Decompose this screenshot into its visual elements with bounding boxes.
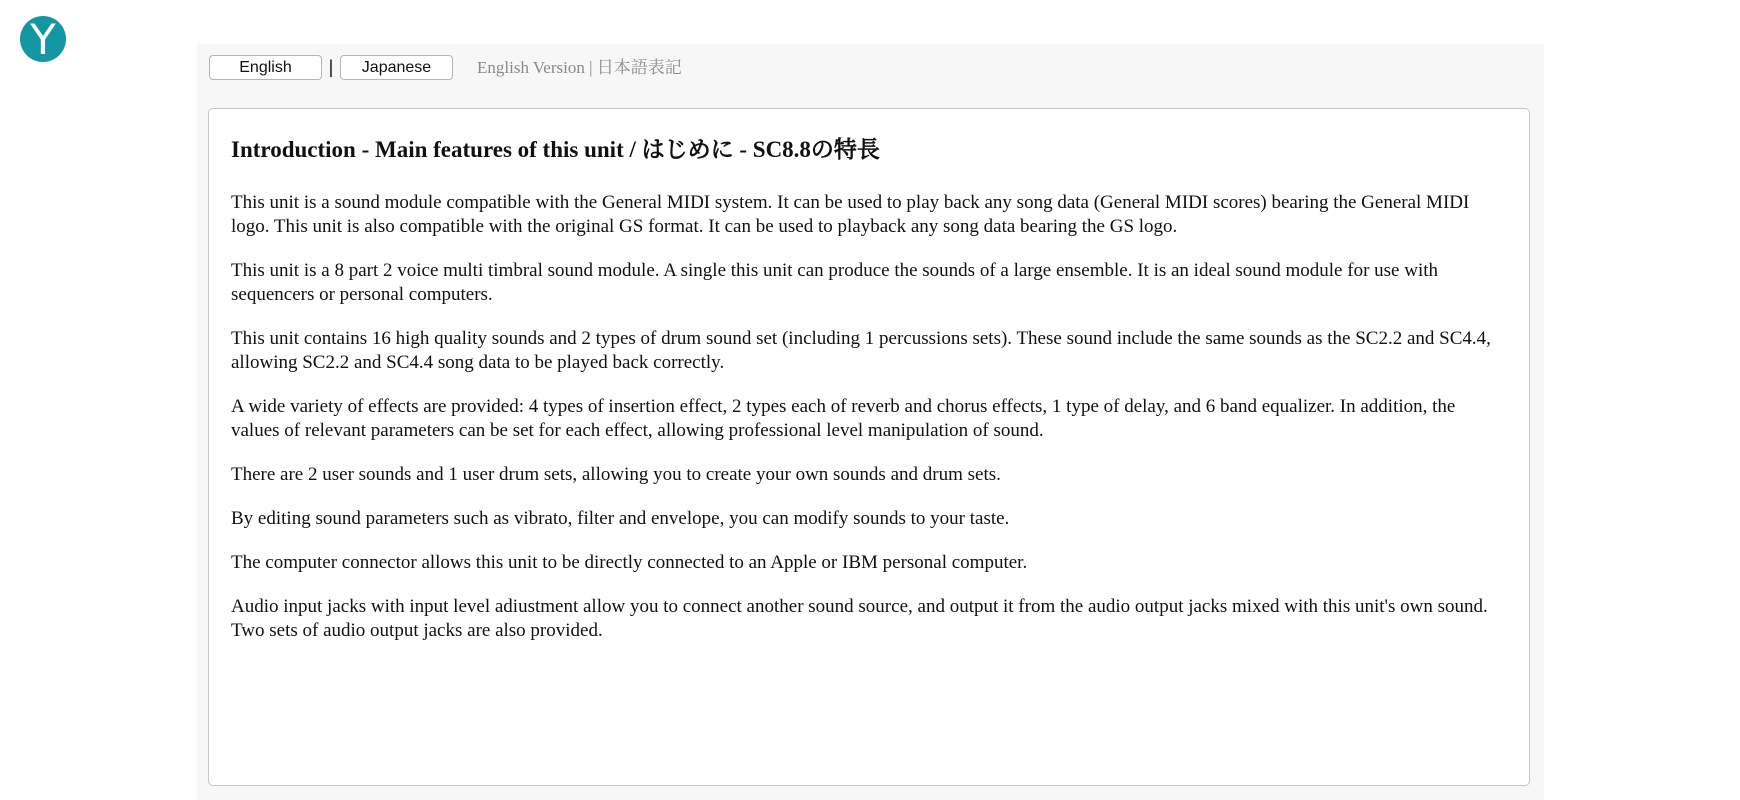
main-panel xyxy=(197,44,1544,800)
article-paragraph: The computer connector allows this unit to be directly connected to an Apple or IBM personal computer. xyxy=(231,552,1028,573)
article-paragraph: This unit is a sound module compatible with the General MIDI system. It can be used to play back any song data (General MIDI scores) bearing the General MIDI logo. This unit is also compatible with the original GS format. It can be used to playback any song data bearing the GS logo. xyxy=(231,192,1470,237)
japanese-button[interactable]: Japanese xyxy=(340,55,453,80)
article-paragraph: There are 2 user sounds and 1 user drum sets, allowing you to create your own sounds and drum sets. xyxy=(231,464,1001,485)
article-paragraph: Audio input jacks with input level adiustment allow you to connect another sound source, and output it from the audio output jacks mixed with this unit's own sound. Two sets of audio output jacks are also provided. xyxy=(231,596,1488,641)
article-paragraph: By editing sound parameters such as vibrato, filter and envelope, you can modify sounds to your taste. xyxy=(231,508,1010,529)
article-paragraph: A wide variety of effects are provided: 4 types of insertion effect, 2 types each of reverb and chorus effects, 1 type of delay, and 6 band equalizer. In addition, the values of relevant parameters can be set for each effect, allowing professional level manipulation of sound. xyxy=(231,396,1456,441)
article-paragraph: This unit contains 16 high quality sounds and 2 types of drum sound set (including 1 percussions sets). These sound include the same sounds as the SC2.2 and SC4.4, allowing SC2.2 and SC4.4 song data to be played back correctly. xyxy=(231,328,1491,373)
site-logo-icon[interactable]: Y xyxy=(20,16,66,62)
article-paragraph: This unit is a 8 part 2 voice multi timbral sound module. A single this unit can produce the sounds of a large ensemble. It is an ideal sound module for use with sequencers or personal computers. xyxy=(231,260,1439,305)
version-label: English Version | 日本語表記 xyxy=(477,58,682,77)
article-title: Introduction - Main features of this unit / はじめに - SC8.8の特長 xyxy=(231,137,880,162)
article-content xyxy=(208,108,1530,786)
language-separator: | xyxy=(328,57,334,77)
english-button[interactable]: English xyxy=(209,55,322,80)
language-bar xyxy=(209,55,682,80)
